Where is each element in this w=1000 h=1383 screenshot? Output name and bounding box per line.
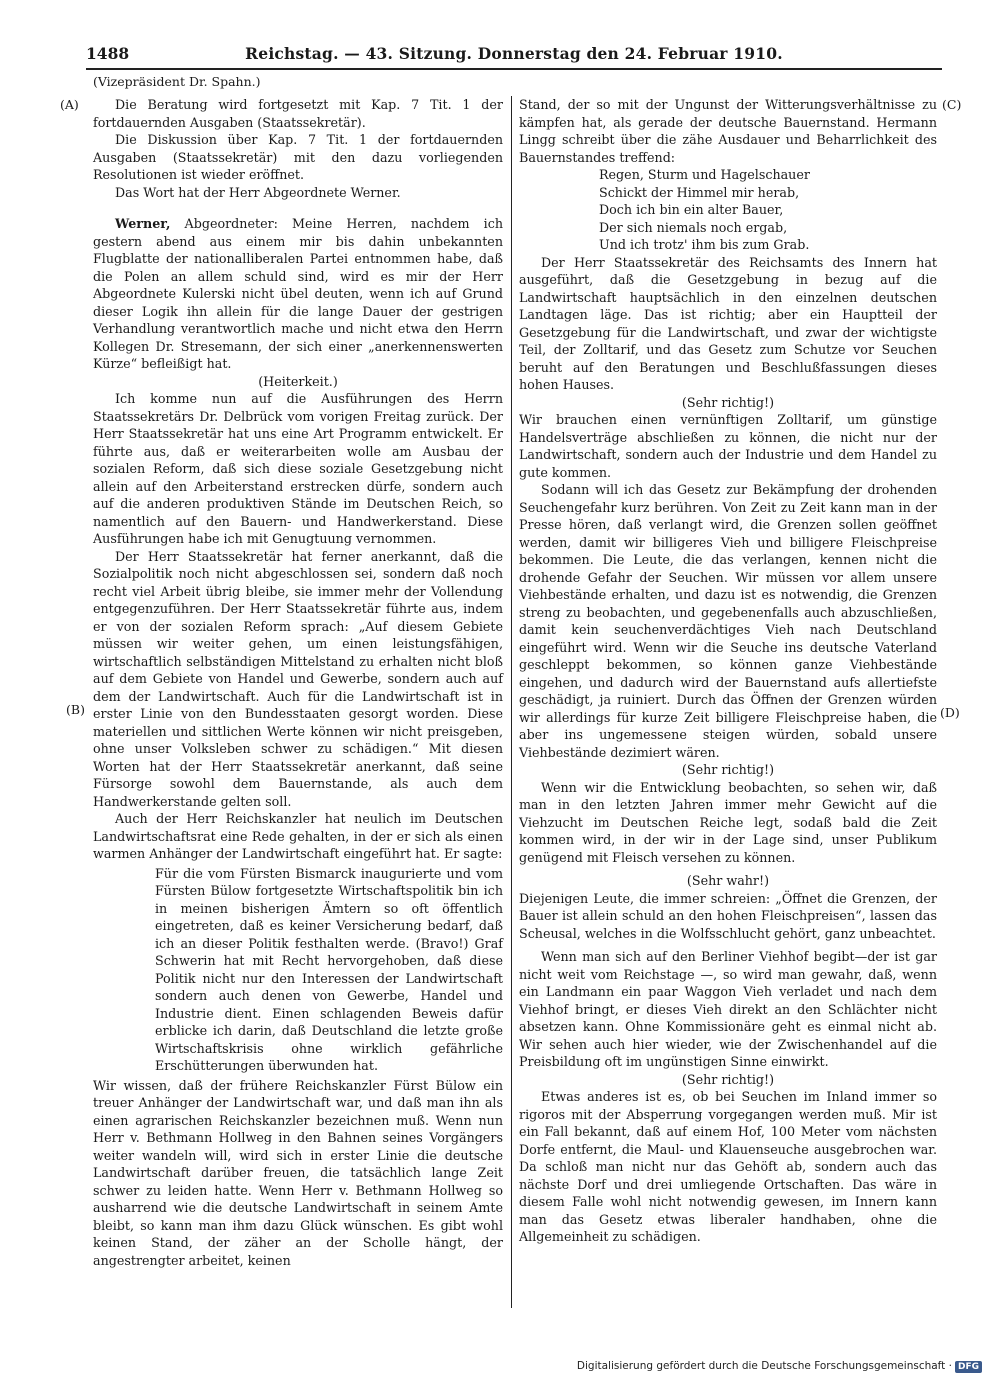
paragraph: Die Diskussion über Kap. 7 Tit. 1 der fortdauernden Ausgaben (Staatssekretär) mit den dazu vorliegenden Resolutionen ist wieder eröffnet. (93, 132, 503, 182)
page-header (86, 44, 942, 68)
paragraph: Der Herr Staatssekretär des Reichsamts des Innern hat ausgeführt, daß die Gesetzgebung in bezug auf die Landwirtschaft hauptsächlich in den einzelnen deutschen Landtagen läge. Das ist richtig; aber ein Hauptteil der Gesetzgebung für die Landwirtschaft, und zwar der wichtigste Teil, der Zolltarif, und das Gesetz zum Schutze vor Seuchen beruht auf den Beratungen und Beschlußfassungen dieses hohen Hauses. (519, 254, 937, 392)
margin-mark-c: (C) (942, 97, 962, 112)
poem-line: Der sich niemals noch ergab, (599, 219, 788, 235)
column-divider (511, 96, 512, 1308)
paragraph: Stand, der so mit der Ungunst der Witterungsverhältnisse zu kämpfen hat, als gerade der deutsche Bauernstand. Hermann Lingg schreibt über die zähe Ausdauer und Beharrlichkeit des Bauernstandes treffend: (519, 97, 937, 165)
speech-text: Abgeordneter: Meine Herren, nachdem ich gestern abend aus einem mir bis dahin unbekannten Flugblatte der nationalliberalen Partei entnommen habe, daß die Polen an allem schuld sind, wird es mir der Herr Abgeordnete Kulerski nicht übel deuten, wenn ich auf Grund dieser Logik ihn allein für die lange Dauer der gestrigen Verhandlung verantwortlich mache und nicht etwa den Herrn Kollegen Dr. Stresemann, der sich einer „anerkennenswerten Kürze“ befleißigt hat. (93, 216, 503, 371)
interjection: (Sehr richtig!) (681, 1071, 775, 1087)
interjection: (Sehr richtig!) (681, 762, 775, 777)
left-column (93, 96, 503, 1269)
running-title: Reichstag. — 43. Sitzung. Donnerstag den 24. Februar 1910. (245, 44, 783, 63)
paragraph: Das Wort hat der Herr Abgeordnete Werner. (115, 184, 401, 200)
poem-line: Schickt der Himmel mir herab, (599, 184, 800, 200)
paragraph: Wenn man sich auf den Berliner Viehhof begibt—der ist gar nicht weit vom Reichstage —, so wird man gewahr, daß, wenn ein Landmann ein paar Waggon Vieh verladet und nach dem Viehhof bringt, er dieses Vieh direkt an den Schlächter nicht absetzen kann. Ohne Kommissionäre geht es einmal nicht ab. Wir sehen auch hier wieder, wie der Zwischenhandel auf die Preisbildung oft im ungünstigen Sinne einwirkt. (519, 949, 937, 1069)
paragraph: Wir wissen, daß der frühere Reichskanzler Fürst Bülow ein treuer Anhänger der Landwirtschaft war, und daß man ihn als einen agrarischen Reichskanzler bezeichnen muß. Wenn nun Herr v. Bethmann Hollweg in den Bahnen seines Vorgängers weiter wandeln will, wird sich in erster Linie die deutsche Landwirtschaft darüber freuen, die tatsächlich lange Zeit schwer zu leiden hatte. Wenn Herr v. Bethmann Hollweg so ausharrend wie die deutsche Landwirtschaft in seinem Amte bleibt, so kann man ihm dazu Glück wünschen. Es gibt wohl keinen Stand, der zäher an der Scholle hängt, der angestrengter arbeitet, keinen (93, 1077, 503, 1268)
margin-mark-d: (D) (940, 705, 960, 720)
interjection: (Sehr wahr!) (686, 873, 770, 888)
paragraph: Etwas anderes ist es, ob bei Seuchen im Inland immer so rigoros mit der Absperrung vorgegangen werden muß. Mir ist ein Fall bekannt, daß auf einem Hof, 100 Meter vom nächsten Dorfe entfernt, die Maul- und Klauenseuche ausgebrochen war. Da schloß man nicht nur das Gehöft ab, sondern auch das nächste Dorf und drei umliegende Ortschaften. Das wäre in diesem Falle wohl nicht notwendig gewesen, im Innern kann man das Gesetz etwas liberaler handhaben, ohne die Allgemeinheit zu schädigen. (519, 1089, 937, 1244)
speech-paragraph (93, 215, 503, 373)
footer-text: Digitalisierung gefördert durch die Deutsche Forschungsgemeinschaft · (576, 1360, 952, 1372)
vicepresident-note: (Vizepräsident Dr. Spahn.) (93, 74, 261, 89)
quote-text: Für die vom Fürsten Bismarck inaugurierte und vom Fürsten Bülow fortgesetzte Wirtschaftspolitik bin ich in meinen bisherigen Ämtern so oft öffentlich eingetreten, daß es keiner Versicherung bedarf, daß ich an dieser Politik festhalten werde. (Bravo!) Graf Schwerin hat mit Recht hervorgehoben, daß diese Politik nicht nur den Interessen der Landwirtschaft sondern auch denen von Gewerbe, Handel und Industrie dient. Einen schlagenden Beweis dafür erblicke ich darin, daß Deutschland die letzte große Wirtschaftskrisis ohne wirklich gefährliche Erschütterungen überwunden hat. (155, 865, 503, 1073)
poem-line: Doch ich bin ein alter Bauer, (599, 202, 784, 217)
interjection: (Heiterkeit.) (258, 373, 338, 389)
margin-mark-b: (B) (66, 702, 85, 717)
paragraph: Wenn wir die Entwicklung beobachten, so sehen wir, daß man in den letzten Jahren immer mehr Gewicht auf die Viehzucht im Deutschen Reiche legt, sodaß bald die Zeit kommen wird, in der wir in der Lage sind, unser Publikum genügend mit Fleisch versehen zu können. (519, 779, 937, 865)
block-quote (155, 865, 503, 1075)
dfg-logo: DFG (955, 1361, 982, 1373)
interjection: (Sehr richtig!) (681, 394, 775, 410)
right-column (519, 96, 937, 1246)
speaker-name: Werner, (115, 216, 171, 231)
margin-mark-a: (A) (60, 97, 79, 112)
paragraph: Die Beratung wird fortgesetzt mit Kap. 7 Tit. 1 der fortdauernden Ausgaben (Staatssekretär). (93, 97, 503, 130)
poem-line: Und ich trotz' ihm bis zum Grab. (599, 237, 810, 252)
paragraph: Wir brauchen einen vernünftigen Zolltarif, um günstige Handelsverträge abschließen zu können, die nicht nur der Landwirtschaft, sondern auch der Industrie und dem Handel zu gute kommen. (519, 412, 937, 480)
paragraph: Ich komme nun auf die Ausführungen des Herrn Staatssekretärs Dr. Delbrück vom vorigen Freitag zurück. Der Herr Staatssekretär hat uns eine Art Programm entwickelt. Er führte aus, daß er weiterarbeiten wolle am Ausbau der sozialen Reform, daß sich diese soziale Gesetzgebung nicht allein auf den Arbeiterstand erstrecken dürfe, sondern auch auf die anderen produktiven Stände im Deutschen Reich, so namentlich auf den Bauern- und Handwerkerstand. Diese Ausführungen habe ich mit Genugtuung vernommen. (93, 391, 503, 546)
digitization-footer (577, 1360, 982, 1373)
page-number: 1488 (86, 44, 130, 63)
paragraph: Sodann will ich das Gesetz zur Bekämpfung der drohenden Seuchengefahr kurz berühren. Von Zeit zu Zeit kann man in der Presse hören, daß verlangt wird, die Grenzen sollen geöffnet werden, damit wir billigeres Vieh und billigere Fleischpreise bekommen. Die Leute, die das verlangen, kennen nicht die drohende Gefahr der Seuchen. Wir müssen vor allem unsere Viehbestände erhalten, und dazu ist es notwendig, die Grenzen streng zu beobachten, und gegebenenfalls auch abzuschließen, damit kein seuchenverdächtiges Vieh nach Deutschland eingeführt wird. Wenn wir die Seuche ins deutsche Vaterland geschleppt bekommen, so können ganze Viehbestände eingehen, und dadurch wird der Bauernstand aufs allertiefste geschädigt, ja ruiniert. Durch das Öffnen der Grenzen würden wir allerdings für kurze Zeit billigere Fleischpreise haben, die aber ins ungemessene steigen würden, sobald unsere Viehbestände dezimiert wären. (519, 482, 937, 760)
paragraph: Diejenigen Leute, die immer schreien: „Öffnet die Grenzen, der Bauer ist allein schuld an den hohen Fleischpreisen“, lassen das Scheusal, welches in die Wolfsschlucht gehört, ganz unbeachtet. (519, 890, 937, 941)
poem (599, 166, 937, 254)
header-rule (86, 68, 942, 70)
paragraph: Der Herr Staatssekretär hat ferner anerkannt, daß die Sozialpolitik noch nicht abgeschlossen sei, sondern daß noch recht viel Arbeit übrig bleibe, sie immer mehr der Vollendung entgegenzuführen. Der Herr Staatssekretär führte aus, indem er von der sozialen Reform sprach: „Auf diesem Gebiete müssen wir weiter gehen, um einen leistungsfähigen, wirtschaftlich selbständigen Mittelstand zu erhalten nicht bloß auf dem Gebiete von Handel und Gewerbe, sondern auch auf dem der Landwirtschaft. Auch für die Landwirtschaft ist in erster Linie von den Bundesstaaten gesorgt worden. Diese materiellen und sittlichen Werte können wir nicht preisgeben, ohne unser Volksleben schwer zu schädigen.“ Mit diesen Worten hat der Herr Staatssekretär anerkannt, daß seine Fürsorge sowohl dem Bauernstande, als auch dem Handwerkerstande gelten soll. (93, 548, 503, 809)
poem-line: Regen, Sturm und Hagelschauer (599, 167, 810, 182)
paragraph: Auch der Herr Reichskanzler hat neulich im Deutschen Landwirtschaftsrat eine Rede gehalten, in der er sich als einen warmen Anhänger der Landwirtschaft eingeführt hat. Er sagte: (93, 811, 503, 861)
